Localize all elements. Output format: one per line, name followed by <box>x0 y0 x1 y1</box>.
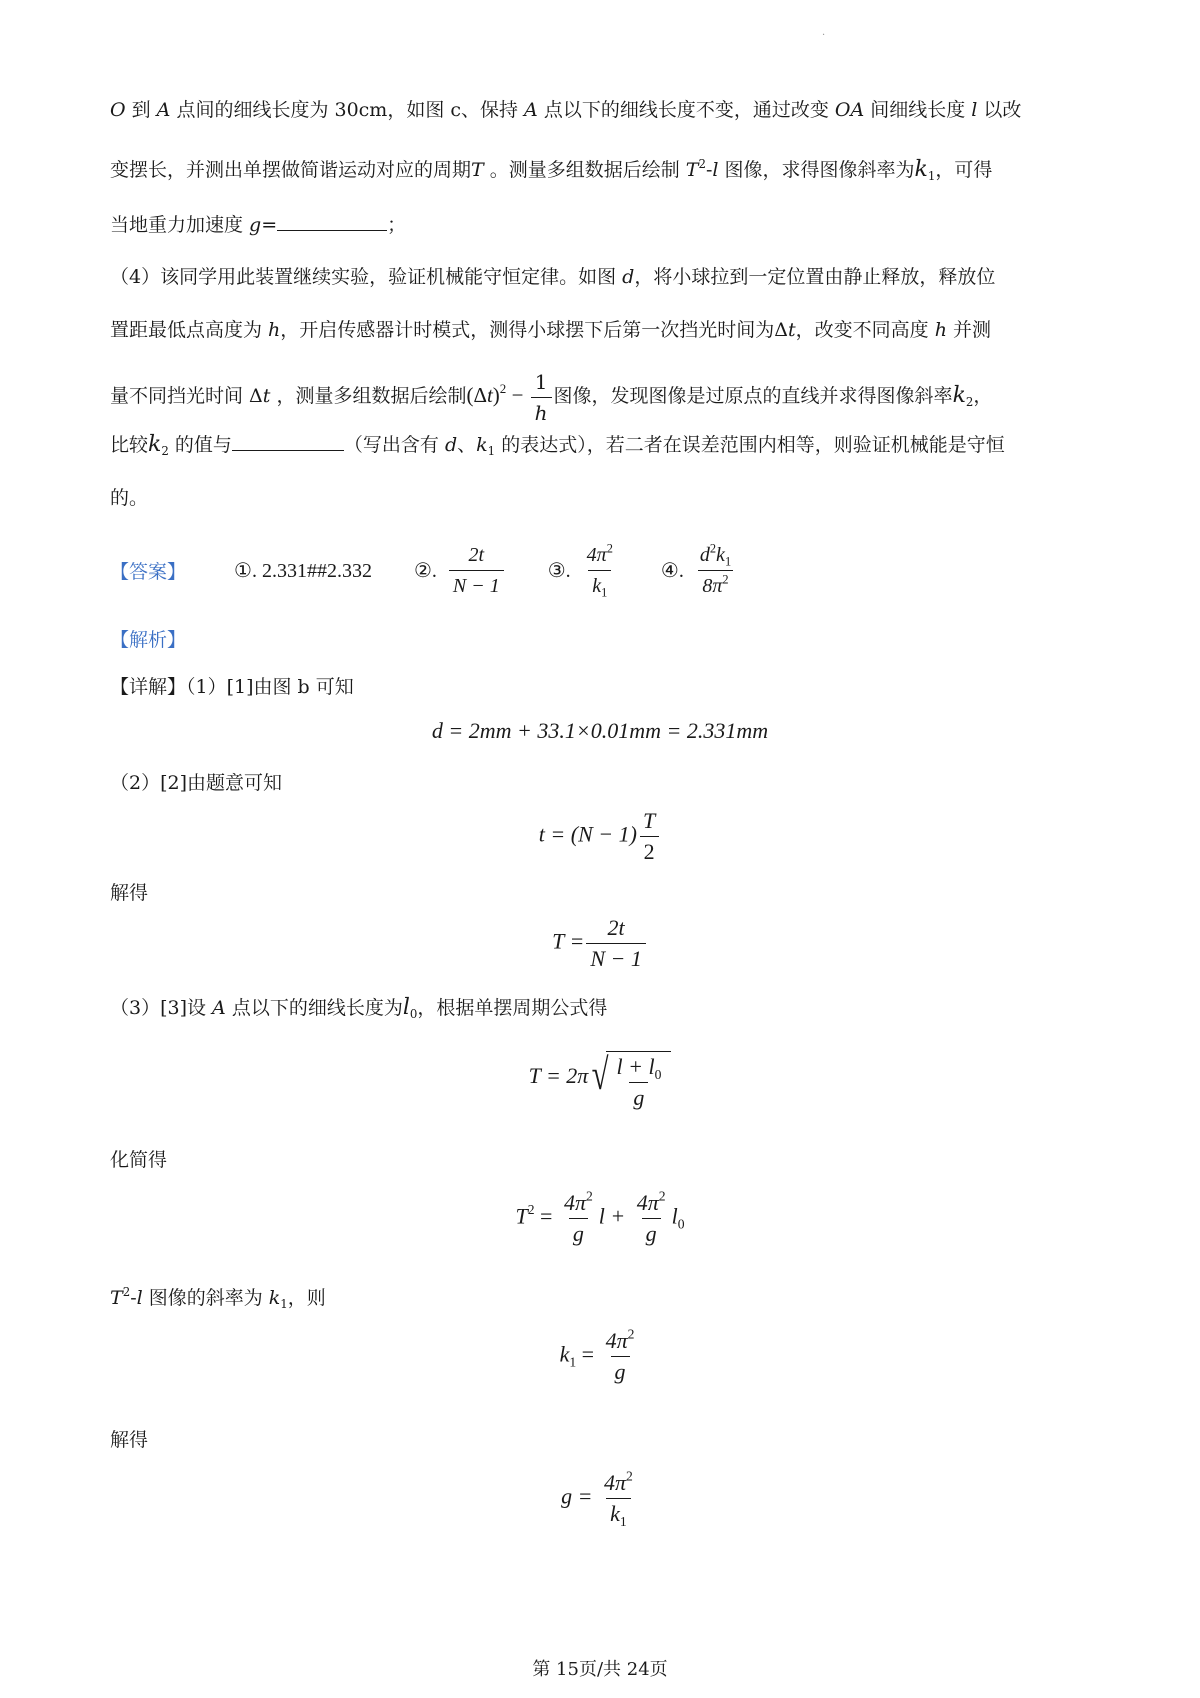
fraction-one-over-h: $\frac{1}{h}$ <box>531 369 552 426</box>
para3-line2: 变摆长，并测出单摆做简谐运动对应的周期T 。测量多组数据后绘制 $T^2-l$ 图像，求得图像斜率为$k_1$，可得 <box>110 156 993 184</box>
solve-label-2: 解得 <box>110 1429 149 1451</box>
answer-2: ②. $\frac{2t}{N - 1}$ <box>414 542 506 599</box>
solve-label-1: 解得 <box>110 882 149 904</box>
answer-4: ④. $\frac{d^2k_1}{8\pi^2}$ <box>660 540 732 597</box>
equation-6: $k_1$ = $\frac{4\pi^2}{g}$ <box>559 1326 635 1384</box>
part2-line: （2）[2]由题意可知 <box>110 772 283 794</box>
part4-line1: （4）该同学用此装置继续实验，验证机械能守恒定律。如图 d，将小球拉到一定位置由静止释放，释放位 <box>110 266 996 288</box>
equation-1: d = 2mm + 33.1×0.01mm = 2.331mm <box>431 718 769 743</box>
part4-line3: 量不同挡光时间 Δt ，测量多组数据后绘制$(\Delta t)^2$ − $\frac{1}{h}$ 图像，发现图像是过原点的直线并求得图像斜率$k_2$， <box>110 369 993 425</box>
part4-line5: 的。 <box>110 487 149 509</box>
para3-line3: 当地重力加速度 g= ； <box>110 214 407 236</box>
answer-blank-expr[interactable] <box>232 432 344 451</box>
equation-2: t = (N − 1) $\frac{T}{2}$ <box>0 808 1200 865</box>
answer-label: 【答案】 <box>110 560 187 583</box>
answer-blank-g[interactable] <box>277 212 387 231</box>
header-mark: · <box>822 30 826 41</box>
simplify-label: 化简得 <box>110 1149 168 1171</box>
equation-4: T = 2π √ $\frac{l + l_0}{g}$ <box>0 1045 1200 1111</box>
analysis-label: 【解析】 <box>110 629 187 651</box>
answer-1: ①. 2.331##2.332 <box>234 559 372 582</box>
part3-line: （3）[3]设 A 点以下的细线长度为$l_0$，根据单摆周期公式得 <box>110 995 608 1022</box>
detail-line: 【详解】（1）[1]由图 b 可知 <box>110 676 354 698</box>
para3-line1: O 到 A 点间的细线长度为 30cm，如图 c、保持 A 点以下的细线长度不变，通过改变 OA 间细线长度 l 以改 <box>110 99 1022 121</box>
page-footer: 第 15页/共 24页 <box>532 1659 668 1680</box>
slope-line: $T^2-l$ 图像的斜率为 $k_1$，则 <box>110 1284 326 1312</box>
equation-7: g = $\frac{4\pi^2}{k_1}$ <box>561 1468 633 1529</box>
part4-line4: 比较$k_2$ 的值与 （写出含有 d、$k_1$ 的表达式），若二者在误差范围内相等，则验证机械能是守恒 <box>110 432 1005 459</box>
equation-5: $T^2$ = $\frac{4\pi^2}{g}$ l + $\frac{4\pi^2}{g}$ $l_0$ <box>515 1188 685 1246</box>
answer-3: ③. $\frac{4\pi^2}{k_1}$ <box>547 540 613 599</box>
part4-line2: 置距最低点高度为 h，开启传感器计时模式，测得小球摆下后第一次挡光时间为Δt，改变不同高度 h 并测 <box>110 319 992 341</box>
answer-row <box>110 535 1100 605</box>
equation-3: T = $\frac{2t}{N - 1}$ <box>0 915 1200 972</box>
